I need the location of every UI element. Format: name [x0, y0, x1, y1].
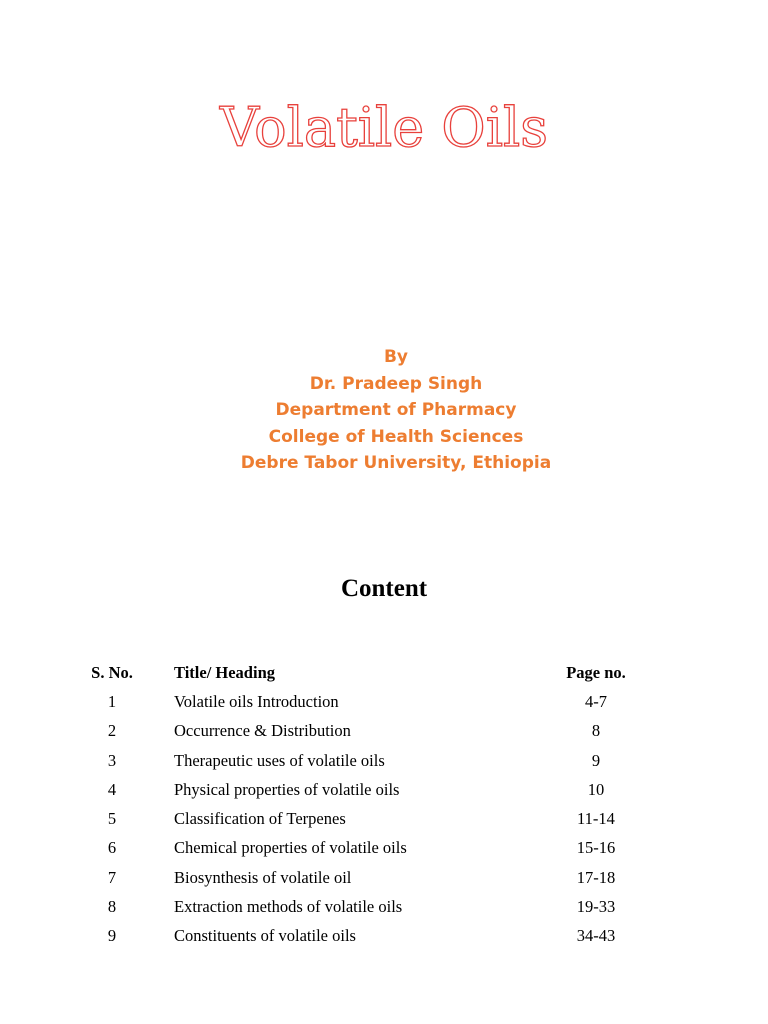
document-title: Volatile Oils [220, 96, 548, 159]
table-row [70, 922, 656, 951]
toc-title: Biosynthesis of volatile oil [174, 867, 352, 887]
toc-sno: 5 [107, 809, 117, 829]
toc-sno: 7 [107, 867, 117, 887]
table-of-contents [70, 658, 656, 951]
toc-title: Extraction methods of volatile oils [174, 897, 403, 917]
toc-title: Physical properties of volatile oils [174, 779, 400, 799]
byline-author: Dr. Pradeep Singh [309, 373, 483, 394]
toc-title: Chemical properties of volatile oils [174, 838, 407, 858]
toc-page: 15-16 [576, 838, 616, 858]
author-byline [0, 344, 768, 477]
byline-by: By [383, 347, 409, 367]
table-row [70, 834, 656, 863]
table-row [70, 717, 656, 746]
toc-sno: 9 [107, 926, 117, 946]
table-row [70, 775, 656, 804]
toc-page: 8 [591, 721, 601, 741]
toc-title: Therapeutic uses of volatile oils [174, 750, 385, 770]
toc-page: 17-18 [576, 867, 616, 887]
table-row [70, 892, 656, 921]
toc-sno: 2 [107, 721, 117, 741]
table-row [70, 863, 656, 892]
toc-page: 11-14 [577, 809, 615, 829]
toc-sno: 6 [107, 838, 117, 858]
toc-sno: 3 [107, 750, 117, 770]
toc-title: Occurrence & Distribution [174, 721, 351, 741]
toc-page: 10 [587, 779, 605, 799]
toc-page: 19-33 [576, 897, 616, 917]
byline-department: Department of Pharmacy [275, 400, 517, 421]
toc-title: Volatile oils Introduction [174, 691, 339, 711]
toc-title: Constituents of volatile oils [174, 926, 356, 946]
content-heading: Content [340, 575, 428, 602]
table-row [70, 746, 656, 775]
toc-header-page: Page no. [566, 662, 626, 682]
byline-university: Debre Tabor University, Ethiopia [240, 453, 552, 474]
toc-page: 9 [591, 750, 601, 770]
toc-title: Classification of Terpenes [174, 809, 346, 829]
toc-page: 34-43 [576, 926, 616, 946]
toc-sno: 1 [107, 691, 117, 711]
byline-college: College of Health Sciences [268, 426, 524, 447]
table-row [70, 687, 656, 716]
toc-header-row [70, 658, 656, 687]
toc-header-sno: S. No. [91, 662, 133, 682]
table-row [70, 804, 656, 833]
toc-sno: 8 [107, 897, 117, 917]
toc-header-title: Title/ Heading [174, 662, 275, 682]
toc-page: 4-7 [585, 691, 607, 711]
toc-sno: 4 [107, 779, 117, 799]
